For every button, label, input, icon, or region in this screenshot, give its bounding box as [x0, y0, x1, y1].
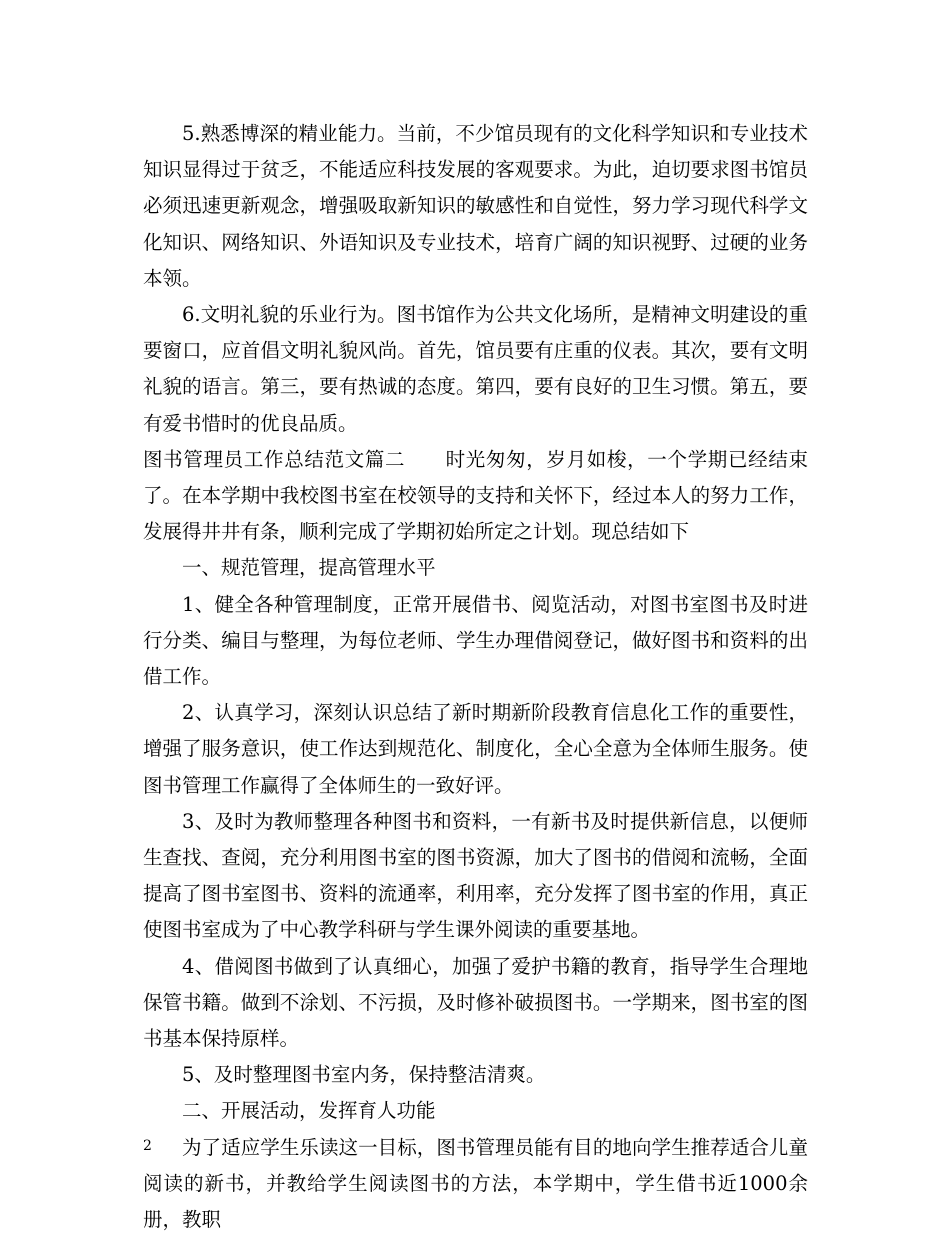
document-body	[143, 116, 808, 1238]
heading-standard-management: 一、规范管理，提高管理水平	[182, 556, 436, 580]
paragraph-item-4: 4、借阅图书做到了认真细心，加强了爱护书籍的教育，指导学生合理地保管书籍。做到不涂划、不污损，及时修补破损图书。一学期来，图书室的图书基本保持原样。	[143, 954, 808, 1051]
paragraph-skills: 5.熟悉博深的精业能力。当前，不少馆员现有的文化科学知识和专业技术知识显得过于贫乏，不能适应科技发展的客观要求。为此，迫切要求图书馆员必须迅速更新观念，增强吸取新知识的敏感性和自觉性，努力学习现代科学文化知识、网络知识、外语知识及专业技术，培育广阔的知识视野、过硬的业务本领。	[143, 122, 808, 290]
paragraph-item-2: 2、认真学习，深刻认识总结了新时期新阶段教育信息化工作的重要性，增强了服务意识，使工作达到规范化、制度化，全心全意为全体师生服务。使图书管理工作赢得了全体师生的一致好评。	[143, 701, 808, 797]
paragraph-courtesy: 6.文明礼貌的乐业行为。图书馆作为公共文化场所，是精神文明建设的重要窗口，应首倡文明礼貌风尚。首先，馆员要有庄重的仪表。其次，要有文明礼貌的语言。第三，要有热诚的态度。第四，要有良好的卫生习惯。第五，要有爱书惜时的优良品质。	[143, 303, 808, 435]
paragraph-reading-promotion: 为了适应学生乐读这一目标，图书管理员能有目的地向学生推荐适合儿童阅读的新书，并教给学生阅读图书的方法，本学期中，学生借书近1000余册，教职	[143, 1135, 808, 1232]
paragraph-section-two-intro: 图书管理员工作总结范文篇二 时光匆匆，岁月如梭，一个学期已经结束了。在本学期中我校图书室在校领导的支持和关怀下，经过本人的努力工作，发展得井井有条，顺利完成了学期初始所定之计划。现总结如下	[143, 447, 808, 544]
paragraph-item-5: 5、及时整理图书室内务，保持整洁清爽。	[182, 1063, 546, 1087]
heading-activities: 二、开展活动，发挥育人功能	[182, 1099, 436, 1123]
page-number: 2	[143, 1138, 152, 1154]
paragraph-item-3: 3、及时为教师整理各种图书和资料，一有新书及时提供新信息，以便师生查找、查阅，充分利用图书室的图书资源，加大了图书的借阅和流畅，全面提高了图书室图书、资料的流通率，利用率，充分发挥了图书室的作用，真正使图书室成为了中心教学科研与学生课外阅读的重要基地。	[143, 809, 808, 942]
paragraph-item-1: 1、健全各种管理制度，正常开展借书、阅览活动，对图书室图书及时进行分类、编目与整理，为每位老师、学生办理借阅登记，做好图书和资料的出借工作。	[143, 592, 808, 689]
